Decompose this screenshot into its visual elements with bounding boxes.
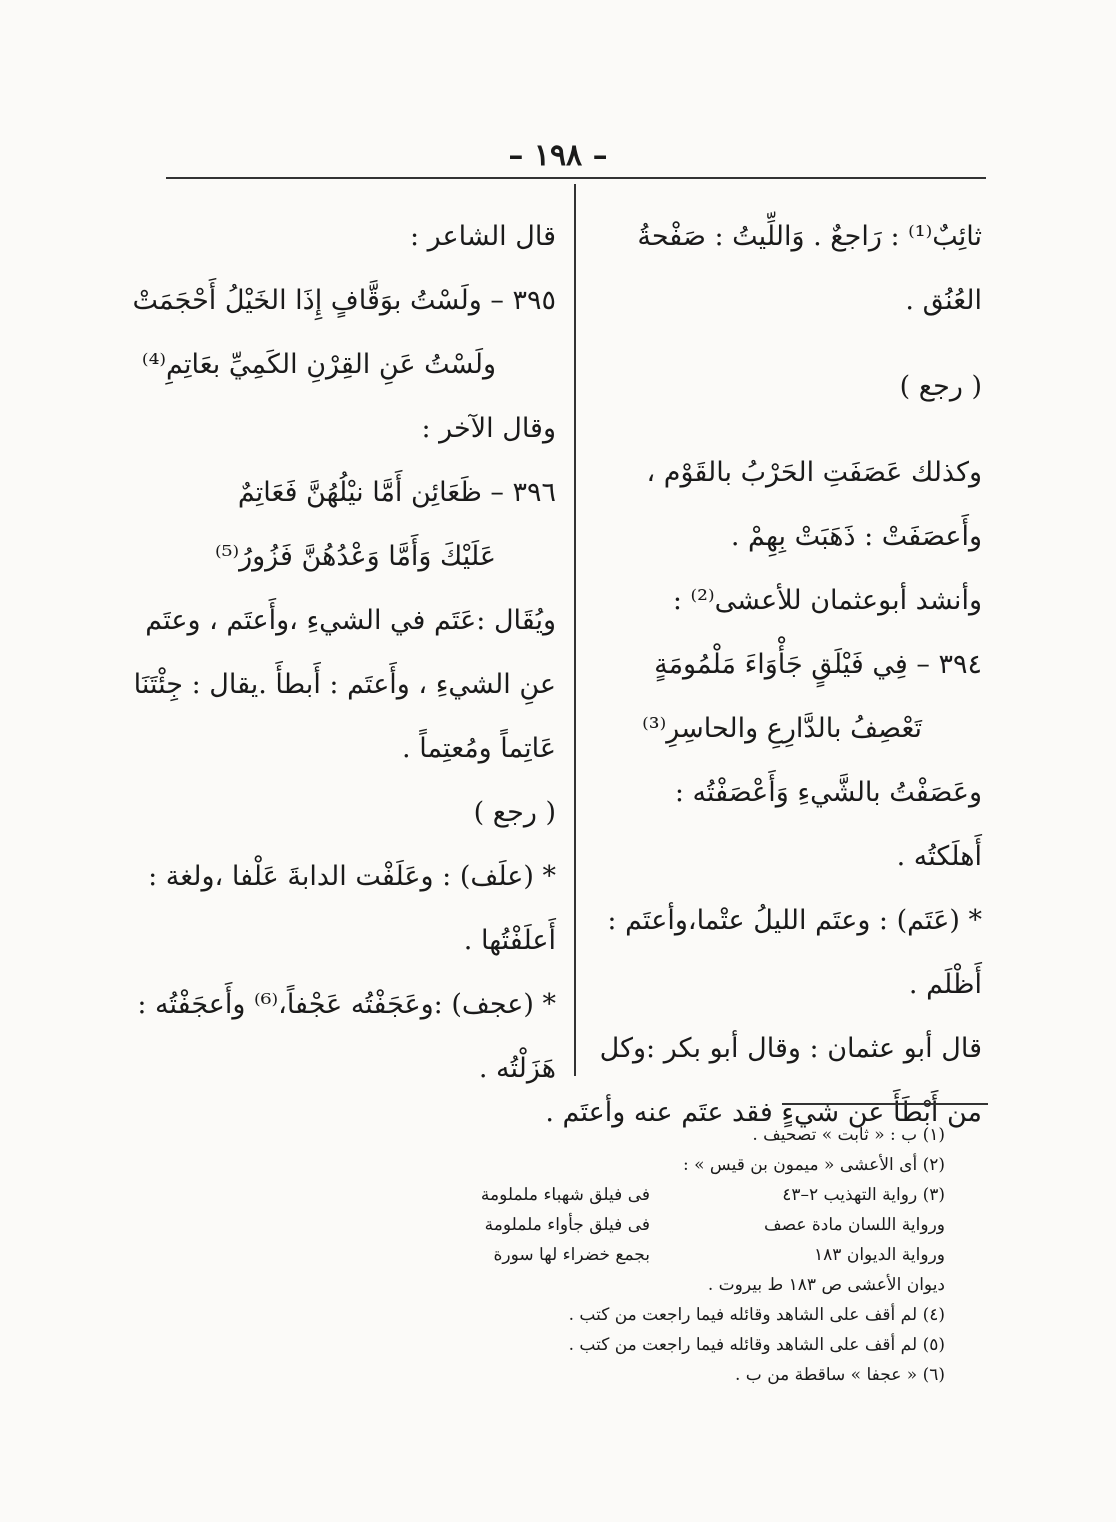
header-rule [166, 177, 986, 179]
text-line: من أَبْطَأَ عن شيءٍ فقد عتَم عنه وأعتَم . [545, 1097, 982, 1128]
footnote-6: (٦) « عجفا » ساقطة من ب . [734, 1365, 945, 1385]
text-line: عَاتِماً ومُعتِماً . [402, 733, 556, 764]
text-line: وعَصَفْتُ بالشَّيءِ وَأَعْصَفْتُه : [674, 777, 982, 808]
text-line: قال أبو عثمان : وقال أبو بكر :وكل [599, 1033, 982, 1064]
right-column [545, 205, 982, 1145]
column-divider [574, 184, 576, 1076]
footnote-5: (٥) لم أقف على الشاهد وقائله فيما راجعت من كتب . [568, 1335, 945, 1355]
verse-line: ٣٩٦ – ظَعَائِن أَمَّا نيْلُهُنَّ فَعَاتِمٌ [237, 477, 556, 508]
footnote-1: (١) ب : « ثابت » تصحيف . [752, 1125, 945, 1145]
footnote-3-source: ورواية اللسان مادة عصف [763, 1215, 945, 1235]
text-line: قال الشاعر : [409, 221, 556, 252]
text-line: وكذلك عَصَفَتِ الحَرْبُ بالقَوْم ، [646, 457, 982, 488]
footnote-rule [782, 1103, 988, 1105]
text-line: * (عجف) :وعَجَفْتُه عَجْفاً،⁽⁶⁾ وأَعجَفْتُه : [137, 989, 556, 1020]
text-line: * (عَتَم) : وعتَم الليلُ عتْما،وأعتَم : [607, 905, 982, 936]
text-line: وقال الآخر : [421, 413, 556, 444]
footnote-2: (٢) أى الأعشى « ميمون بن قيس » : [682, 1155, 945, 1175]
verse-line: ولَسْتُ عَنِ القِرْنِ الكَمِيِّ بعَاتِمِ⁽⁴⁾ [141, 349, 496, 380]
section-heading: ( رجع ) [899, 371, 982, 402]
text-line: وأنشد أبوعثمان للأعشى⁽²⁾ : [672, 585, 982, 616]
verse-line: عَلَيْكَ وَأَمَّا وَعْدُهُنَّ فَزُورُ⁽⁵⁾ [214, 541, 496, 572]
left-column [132, 205, 556, 1101]
footnote-3-row [420, 1210, 945, 1240]
text-line: أَظْلَم . [908, 969, 982, 1000]
verse-line: ٣٩٤ – فِي فَيْلَقٍ جَأْوَاءَ مَلْمُومَةٍ [654, 649, 982, 680]
text-line: ويُقَال :عَتَم في الشيءِ ،وأَعتَم ، وعتَم [145, 605, 556, 636]
footnote-3-row [420, 1180, 945, 1210]
verse-line: ٣٩٥ – ولَسْتُ بوَقَّافٍ إِذَا الخَيْلُ أَحْجَمَتْ [132, 285, 556, 316]
text-line: أَهلَكتُه . [896, 841, 982, 872]
text-line: وأَعصَفَتْ : ذَهَبَتْ بِهِمْ . [730, 521, 982, 552]
text-line: ثائِبٌ⁽¹⁾ : رَاجعٌ . وَاللِّيتُ : صَفْحةُ [637, 221, 982, 252]
section-heading: ( رجع ) [473, 797, 556, 828]
footnote-3-source: (٣) رواية التهذيب ٢–٤٣ [782, 1185, 945, 1205]
text-line: * (علَف) : وعَلَفْت الدابةَ عَلْفا ،ولغة : [148, 861, 556, 892]
footnote-4: (٤) لم أقف على الشاهد وقائله فيما راجعت من كتب . [568, 1305, 945, 1325]
footnote-3-reference: ديوان الأعشى ص ١٨٣ ط بيروت . [707, 1275, 945, 1295]
footnote-3-source: ورواية الديوان ١٨٣ [814, 1245, 945, 1265]
footnote-3-variant: فى فيلق شهباء ململومة [480, 1185, 650, 1205]
verse-line: تَعْصِفُ بالدَّارِعِ والحاسِرِ⁽³⁾ [642, 713, 922, 744]
page-number: – ١٩٨ – [508, 138, 608, 173]
text-line: عنِ الشيءِ ، وأَعتَم : أَبطأَ .يقال : جِئْتَنَا [133, 669, 556, 700]
footnote-3-row [420, 1240, 945, 1270]
text-line: أَعلَفْتُها . [463, 925, 556, 956]
footnote-3-variant: فى فيلق جأواء ململومة [484, 1215, 650, 1235]
text-line: هَزَلْتُه . [478, 1053, 556, 1084]
footnotes [420, 1120, 945, 1390]
footnote-3-variant: بجمع خضراء لها سورة [493, 1245, 650, 1265]
text-line: العُنُق . [905, 285, 982, 316]
